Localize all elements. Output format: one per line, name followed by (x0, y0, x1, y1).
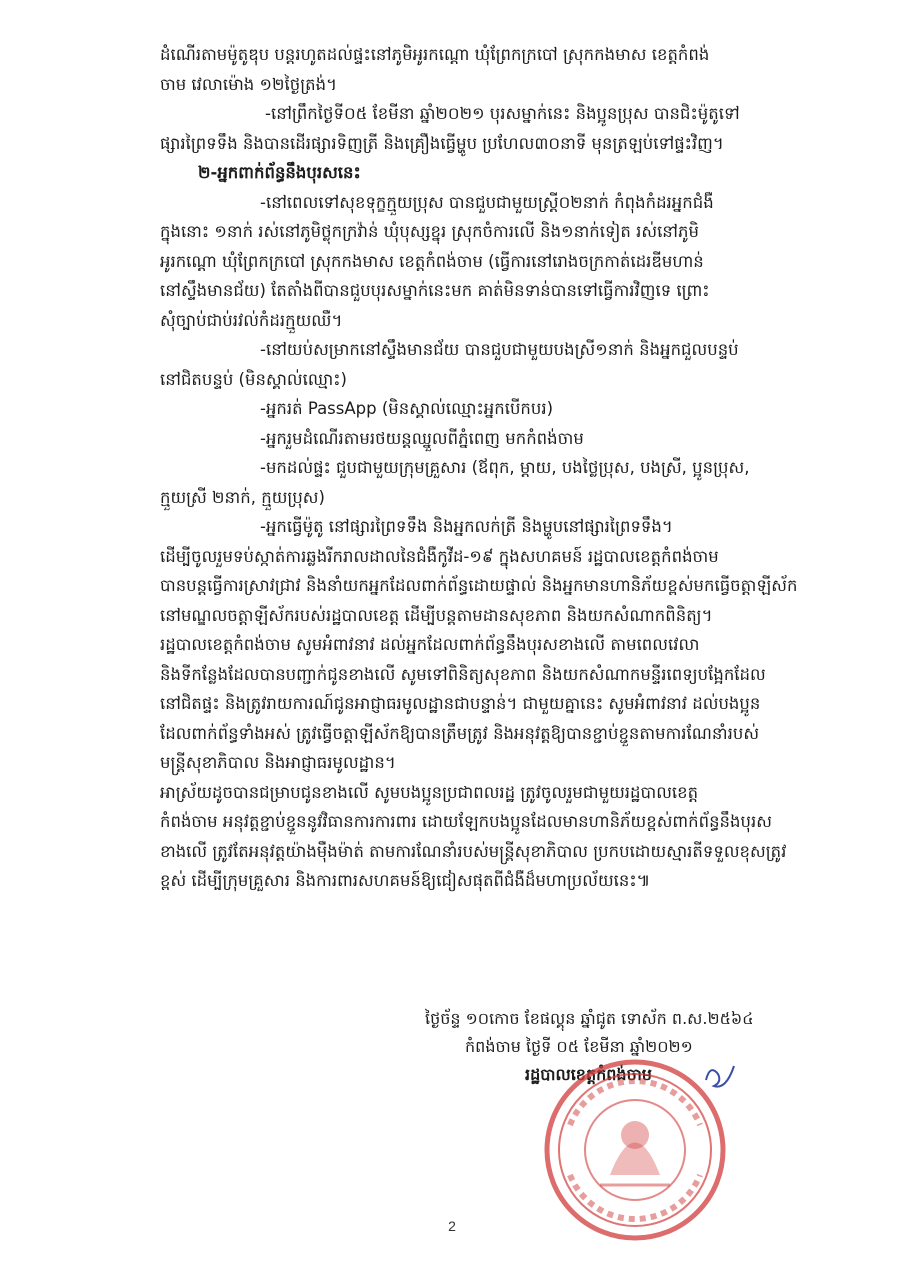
text-line: -អ្នករត់ PassApp (មិនស្គាល់ឈ្មោះអ្នកបើកបរ) (260, 399, 554, 418)
text-line: ដែលពាក់ព័ន្ធទាំងអស់ ត្រូវធ្វើចត្តាឡីស័កឱ្យបានត្រឹមត្រូវ និងអនុវត្តឱ្យបានខ្ជាប់ខ្ជួនតាមការណែនាំរបស់ (160, 723, 760, 743)
text-line: ក្មួយស្រី ២នាក់, ក្មួយប្រុស) (160, 487, 325, 507)
text-line: សុំច្បាប់ជាប់រវល់កំដរក្មួយឈឺ។ (160, 310, 343, 330)
section-heading: ២-អ្នកពាក់ព័ន្ធនឹងបុរសនេះ (198, 163, 361, 182)
text-line: -នៅយប់សម្រាកនៅស្ទឹងមានជ័យ បានជួបជាមួយបងស្រី១នាក់ និងអ្នកជួលបន្ទប់ (260, 340, 739, 359)
signature-mark (700, 1060, 740, 1096)
page-number: 2 (448, 1218, 456, 1234)
text-line: និងទីកន្លែងដែលបានបញ្ជាក់ជូនខាងលើ សូមទៅពិនិត្យសុខភាព និងយកសំណាកមន្ទីរពេទ្យបង្អែកដែល (160, 664, 766, 684)
text-line: កំពង់ចាម អនុវត្តខ្ជាប់ខ្ជួននូវវិធានការការពារ ដោយឡែកបងប្អូនដែលមានហានិភ័យខ្ពស់ពាក់ព័ន្ធនឹងបុរស (160, 812, 772, 831)
text-line: អាស្រ័យដូចបានជម្រាបជូនខាងលើ សូមបងប្អូនប្រជាពលរដ្ឋ ត្រូវចូលរួមជាមួយរដ្ឋបាលខេត្ត (160, 782, 699, 802)
text-line: -មកដល់ផ្ទះ ជួបជាមួយក្រុមគ្រួសារ (ឪពុក, ម្ដាយ, បងថ្លៃប្រុស, បងស្រី, ប្អូនប្រុស, (260, 458, 750, 477)
text-line: មន្ត្រីសុខាភិបាល និងអាជ្ញាធរមូលដ្ឋាន។ (160, 753, 396, 772)
text-line: ក្នុងនោះ ១នាក់ រស់នៅភូមិថ្លុកក្រវ៉ាន់ ឃុំបុស្សខ្នុរ ស្រុកចំការលើ និង១នាក់ទៀត រស់នៅភូមិ (160, 222, 699, 241)
text-line: នៅមណ្ឌលចត្តាឡីស័ករបស់រដ្ឋបាលខេត្ត ដើម្បីបន្តតាមដានសុខភាព និងយកសំណាកពិនិត្យ។ (160, 605, 713, 625)
document-body (160, 40, 844, 896)
text-line: -អ្នកធ្វើម៉ូតូ នៅផ្សារព្រៃទទឹង និងអ្នកលក់ត្រី និងម្ហូបនៅផ្សារព្រៃទទឹង។ (260, 517, 673, 536)
text-line: -អ្នករួមដំណើរតាមរថយន្តឈ្នួលពីភ្នំពេញ មកកំពង់ចាម (260, 428, 584, 448)
text-line: នៅជិតបន្ទប់ (មិនស្គាល់ឈ្មោះ) (160, 369, 347, 389)
issuing-authority: រដ្ឋបាលខេត្តកំពង់ចាម (525, 1065, 652, 1084)
text-line: ដំណើរតាមម៉ូតូឌុប បន្តរហូតដល់ផ្ទះនៅភូមិអូរកណ្ដោ ឃុំព្រែកក្របៅ ស្រុកកងមាស ខេត្តកំពង់ (160, 45, 710, 64)
text-line: ផ្សារព្រៃទទឹង និងបានដើរផ្សារទិញត្រី និងគ្រឿងធ្វើម្ហូប ប្រហែល៣០នាទី មុនត្រឡប់ទៅផ្ទះវិញ។ (160, 133, 724, 153)
text-line: អូរកណ្ដោ ឃុំព្រែកក្របៅ ស្រុកកងមាស ខេត្តកំពង់ចាម (ធ្វើការនៅរោងចក្រកាត់ដេរឌីមហាន់ (160, 251, 704, 271)
text-line: -នៅពេលទៅសុខទុក្ខក្មួយប្រុស បានជួបជាមួយស្ត្រី០២នាក់ កំពុងកំដរអ្នកជំងឺ (260, 192, 714, 212)
text-line: នៅជិតផ្ទះ និងត្រូវរាយការណ៍ជូនអាជ្ញាធរមូលដ្ឋានជាបន្ទាន់។ ជាមួយគ្នានេះ សូមអំពាវនាវ ដល់បងប្អូន (160, 694, 761, 713)
text-line: រដ្ឋបាលខេត្តកំពង់ចាម សូមអំពាវនាវ ដល់អ្នកដែលពាក់ព័ន្ធនឹងបុរសខាងលើ តាមពេលវេលា (160, 635, 700, 654)
text-line: ដើម្បីចូលរួមទប់ស្កាត់ការឆ្លងរីករាលដាលនៃជំងឺកូវីដ-១៩ ក្នុងសហគមន៍ រដ្ឋបាលខេត្តកំពង់ចាម (160, 546, 719, 566)
text-line: ខាងលើ ត្រូវតែអនុវត្តយ៉ាងម៉ឺងម៉ាត់ តាមការណែនាំរបស់មន្ត្រីសុខាភិបាល ប្រកបដោយស្មារតីទទួលខុសត្រូវ (160, 841, 787, 861)
text-line: -នៅព្រឹកថ្ងៃទី០៥ ខែមីនា ឆ្នាំ២០២១ បុរសម្នាក់នេះ និងប្អូនប្រុស បានជិះម៉ូតូទៅ (265, 104, 740, 123)
text-line: នៅស្ទឹងមានជ័យ) តែតាំងពីបានជួបបុរសម្នាក់នេះមក គាត់មិនទាន់បានទៅធ្វើការវិញទេ ព្រោះ (160, 281, 710, 300)
solar-date: កំពង់ចាម ថ្ងៃទី ០៥ ខែមីនា ឆ្នាំ២០២១ (465, 1037, 693, 1056)
text-line: បានបន្តធ្វើការស្រាវជ្រាវ និងនាំយកអ្នកដែលពាក់ព័ន្ធដោយផ្ទាល់ និងអ្នកមានហានិភ័យខ្ពស់មកធ្វើចត្តាឡីស័ក (160, 576, 798, 595)
lunar-date: ថ្ងៃច័ន្ទ ១០កោច ខែផល្គុន ឆ្នាំជូត ទោស័ក ព.ស.២៥៦៤ (425, 1009, 754, 1028)
text-line: ចាម វេលាម៉ោង ១២ថ្ងៃត្រង់។ (160, 74, 337, 94)
text-line: ខ្ពស់ ដើម្បីក្រុមគ្រួសារ និងការពារសហគមន៍ឱ្យជៀសផុតពីជំងឺដ៏មហាប្រល័យនេះ៕ (160, 871, 651, 890)
